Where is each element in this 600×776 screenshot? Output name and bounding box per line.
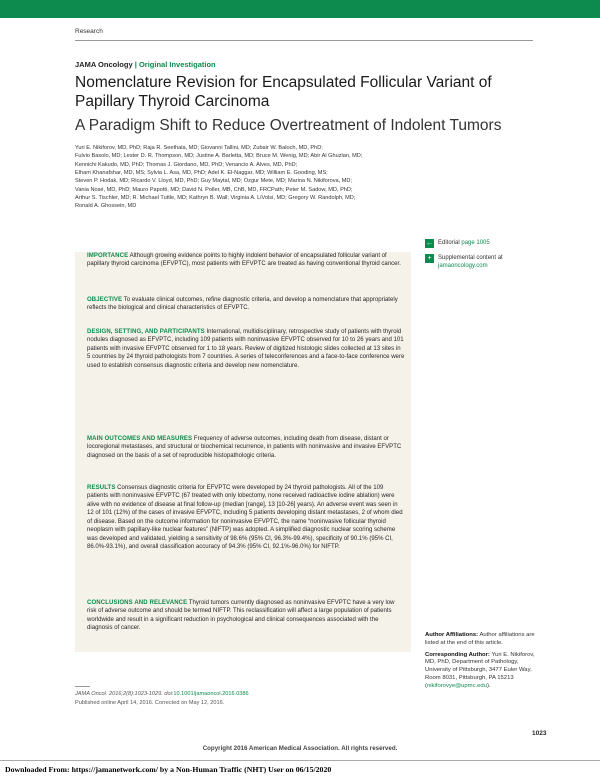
author-line: Yuri E. Nikiforov, MD, PhD; Raja R. Seethala, MD; Giovanni Tallini, MD; Zubair W. Baloch, MD, PhD; [75,145,323,151]
supplemental-label: Supplemental content at [438,255,503,261]
corresponding-author [425,652,545,691]
author-affiliations [425,632,545,648]
author-line: Kennichi Kakudo, MD, PhD; Thomas J. Giordano, MD, PhD; Venancio A. Alves, MD, PhD; [75,161,298,168]
author-line: Vania Nosé, MD, PhD; Mauro Papotti, MD; David N. Poller, MB, ChB, MD, FRCPath; Peter M. Sadow, MD, PhD; [75,186,353,193]
corresponding-end: ). [486,682,491,689]
design-text: International, multidisciplinary, retrospective study of patients with thyroid nodules diagnosed as EFVPTC, including 109 patients with noninvasive EFVPTC observed for 10 to 26 years and 101 patients with invasive EFVPTC observed for 1 to 18 years. Review of digitized histologic slides collected at 13 sites in 5 countries by 24 thyroid pathologists from 7 countries. A series of teleconferences and a face-to-face conference were used to establish consensus diagnostic criteria and develop new nomenclature. [87,329,405,369]
supplemental-plus-icon: + [425,254,434,263]
author-line: Ronald A. Ghossein, MD [75,203,137,210]
corresponding-heading: Corresponding Author: [425,651,490,658]
design-heading: DESIGN, SETTING, AND PARTICIPANTS [87,329,205,335]
editorial-arrow-icon: ← [426,240,433,247]
abstract-design [87,328,405,370]
author-line: Steven P. Hodak, MD; Ricardo V. Lloyd, MD, PhD; Guy Maytal, MD; Ozgur Mete, MD; Marina N. Nikiforova, MD; [75,178,352,185]
abstract-objective [87,296,405,313]
results-heading: RESULTS [87,485,116,491]
affiliations-block [425,632,545,691]
objective-text: To evaluate clinical outcomes, refine diagnostic criteria, and develop a nomenclature that appropriately reflects the biological and clinical characteristics of EFVPTC. [87,297,398,312]
abstract-box [75,252,411,652]
outcomes-heading: MAIN OUTCOMES AND MEASURES [87,436,193,442]
abstract-outcomes [87,435,405,460]
abstract-importance [87,252,405,269]
importance-text: Although growing evidence points to highly indolent behavior of encapsulated follicular variant of papillary thyroid carcinoma (EFVPTC), most patients with EFVPTC are treated as having conventional thyroid cancer. [87,253,401,268]
article-type: Original Investigation [138,60,216,69]
journal-separator: | [134,60,137,69]
article-title: Nomenclature Revision for Encapsulated Follicular Variant of Papillary Thyroid Carcinoma [75,74,492,110]
journal-name: JAMA Oncology [75,60,133,69]
section-label: Research [75,28,103,35]
doi-link[interactable]: 10.1001/jamaoncol.2016.0386 [173,691,249,697]
published-date: Published online April 14, 2016. Corrected on May 12, 2016. [75,699,225,706]
citation-block [75,690,425,707]
supplemental-link[interactable]: jamaoncology.com [438,263,488,269]
download-notice: Downloaded From: https://jamanetwork.com/ by a Non-Human Traffic (NHT) User on 06/15/2020 [5,765,332,774]
top-divider [75,40,533,41]
affiliations-heading: Author Affiliations: [425,632,479,638]
corresponding-email-link[interactable]: nikiforovye@upmc.edu [426,682,487,689]
editorial-label: Editorial [438,240,460,246]
objective-heading: OBJECTIVE [87,297,123,303]
citation-divider [75,686,90,687]
journal-line [75,60,216,69]
corresponding-text: Yuri E. Nikiforov, MD, PhD, Department of Pathology, University of Pittsburgh, 3477 Euler Way, Room 8031, Pittsburgh, PA 15213 ( [425,651,535,689]
abstract-results [87,484,405,552]
bottom-divider [0,760,600,761]
abstract-conclusions [87,599,405,633]
top-color-bar [0,0,600,18]
importance-heading: IMPORTANCE [87,253,129,259]
outcomes-text: Frequency of adverse outcomes, including death from disease, distant or locoregional metastases, and structural or biochemical recurrence, in patients with noninvasive and invasive EFVPTC diagnosed on the basis of a set of reproducible histopathologic criteria. [87,436,402,459]
editorial-page-link[interactable]: page 1005 [461,240,490,246]
results-text: Consensus diagnostic criteria for EFVPTC were developed by 24 thyroid pathologists. All of the 109 patients with noninvasive EFVPTC (67 treated with only lobectomy, none received radioactive iodine ablation) were alive with no evidence of disease at final follow-up (median [range], 13 [10-26] years). An adverse event was seen in 12 of 101 (12%) of the cases of invasive EFVPTC, including 5 patients developing distant metastases, 2 of whom died of disease. Based on the outcome information for noninvasive EFVPTC, the name “noninvasive follicular thyroid neoplasm with papillary-like nuclear features” (NIFTP) was adopted. A simplified diagnostic nuclear scoring scheme was developed and validated, yielding a sensitivity of 98.6% (95% CI, 96.3%-99.4%), specificity of 90.1% (95% CI, 86.0%-93.1%), and overall classification accuracy of 94.3% (95% CI, 92.1%-96.0%) for NIFTP. [87,485,403,551]
copyright-notice: Copyright 2016 American Medical Association. All rights reserved. [202,745,398,752]
affiliations-text: Author affiliations are listed at the end of this article. [425,632,535,646]
author-list [75,144,415,211]
author-line: Arthur S. Tischler, MD; R. Michael Tuttle, MD; Kathryn B. Wall; Virginia A. LiVolsi, MD; Gregory W. Randolph, MD; [75,195,356,202]
page-number: 1023 [532,730,547,737]
author-line: Fulvio Basolo, MD; Lester D. R. Thompson, MD; Justine A. Barletta, MD; Bruce M. Wenig, MD; Abir Al Ghuzlan, MD; [75,153,363,160]
article-subtitle: A Paradigm Shift to Reduce Overtreatment of Indolent Tumors [75,117,502,134]
conclusions-heading: CONCLUSIONS AND RELEVANCE [87,600,188,606]
conclusions-text: Thyroid tumors currently diagnosed as noninvasive EFVPTC have a very low risk of adverse outcome and should be termed NIFTP. This reclassification will affect a large population of patients worldwide and result in a significant reduction in psychological and clinical consequences associated with the diagnosis of cancer. [87,600,395,632]
author-line: Elham Khanafshar, MD, MS; Sylvia L. Asa, MD, PhD; Adel K. El-Naggar, MD; William E. Gooding, MS; [75,170,328,177]
citation-prefix: JAMA Oncol. 2016;2(8):1023-1029. doi: [75,691,174,697]
